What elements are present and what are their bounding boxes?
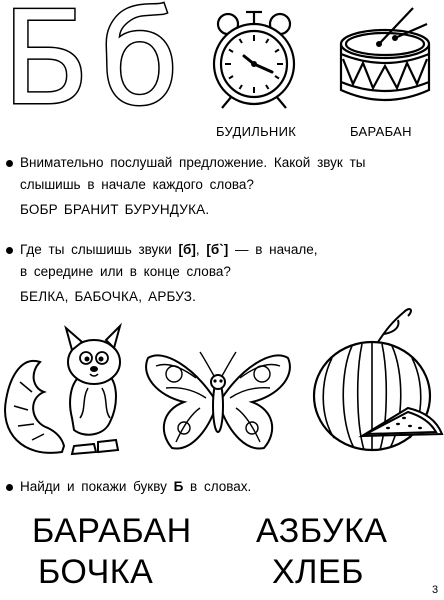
squirrel-icon — [2, 322, 136, 462]
task-1-line-1: Внимательно послушай предложение. Какой звук ты — [20, 155, 366, 170]
task-1-line-2: слышишь в начале каждого слова? — [20, 177, 254, 192]
drum-icon — [335, 6, 435, 110]
page-number: 3 — [432, 584, 439, 596]
task-2-prefix: Где ты слышишь звуки — [20, 242, 179, 257]
butterfly-icon — [144, 348, 292, 454]
task-2-line-2: в середине или в конце слова? — [20, 264, 231, 279]
letter-lowercase: б — [100, 0, 179, 134]
bullet-dot — [6, 247, 13, 254]
watermelon-icon — [300, 302, 444, 452]
task-1-example: БОБР БРАНИТ БУРУНДУКА. — [20, 202, 210, 217]
bullet-dot — [6, 160, 13, 167]
task-2-example: БЕЛКА, БАБОЧКА, АРБУЗ. — [20, 289, 197, 304]
sound-hard-b: [б`] — [206, 242, 229, 257]
task-2-suffix: — в начале, — [228, 242, 318, 257]
task-3-letter: Б — [173, 479, 184, 494]
word-azbuka: АЗБУКА — [256, 512, 388, 550]
alarm-clock-icon — [210, 10, 300, 110]
label-alarm-clock: БУДИЛЬНИК — [216, 124, 297, 139]
sound-soft-b: [б] — [178, 242, 196, 257]
task-3-instruction — [20, 476, 251, 498]
bullet-dot — [6, 484, 13, 491]
letter-uppercase: Б — [2, 0, 90, 134]
label-drum: БАРАБАН — [350, 124, 412, 139]
word-barabán: БАРАБАН — [32, 512, 192, 550]
task-2-separator: , — [195, 242, 207, 257]
word-khleb: ХЛЕБ — [272, 553, 364, 591]
task-2-line-1 — [20, 239, 440, 261]
task-2-instruction — [20, 239, 440, 283]
task-3-prefix: Найди и покажи букву — [20, 479, 174, 494]
task-3-suffix: в словах. — [183, 479, 252, 494]
task-1-instruction — [20, 152, 440, 196]
word-bochka: БОЧКА — [38, 553, 154, 591]
